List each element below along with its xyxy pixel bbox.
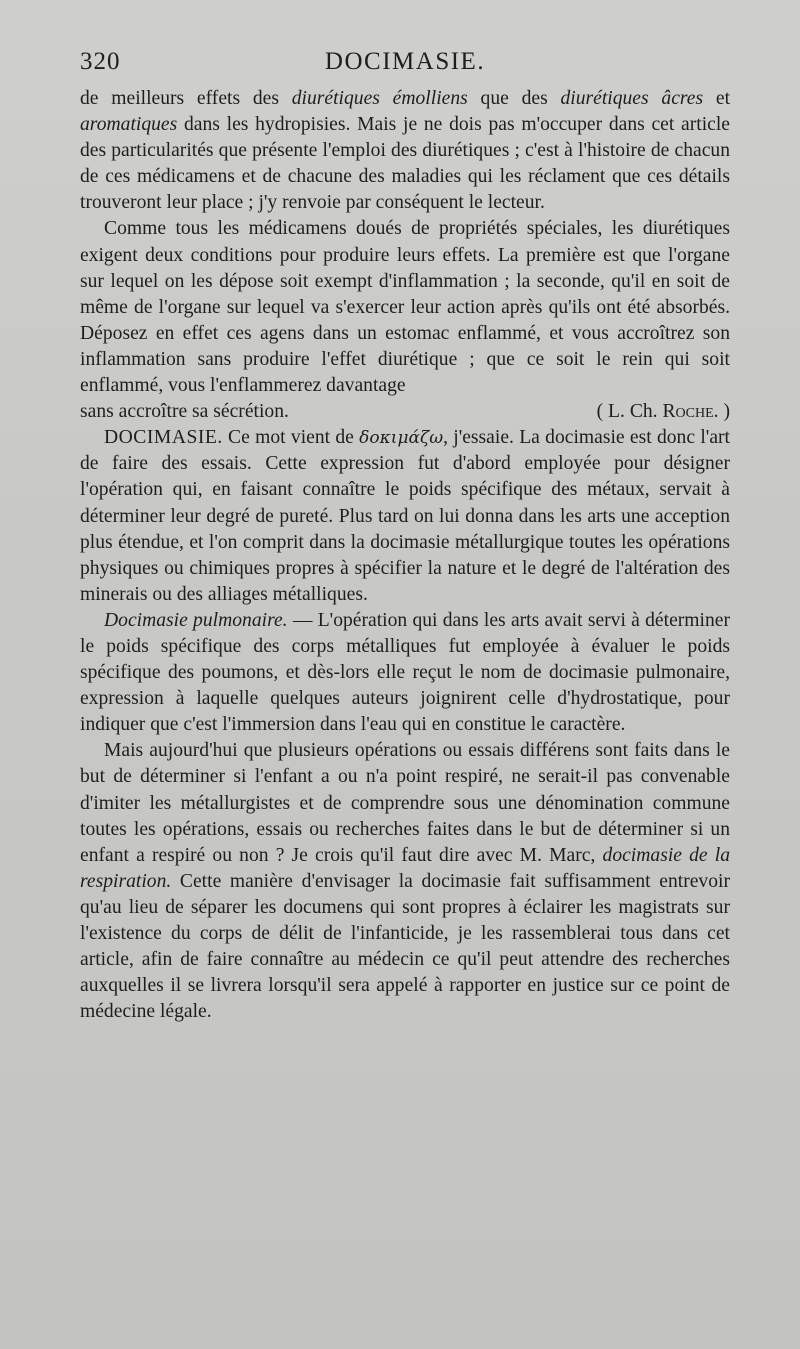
author-name: Roche — [662, 401, 714, 423]
text-run: dans les hydropisies. Mais je ne dois pas m'occuper dans cet article des particularités que présente l'emploi des diurétiques ; c'est à l'histoire de chacun de ces médicamens et de chacune des maladies qui les réclament que ces détails trouveront leur place ; j'y renvoie par conséquent le lecteur. — [80, 114, 730, 214]
text-run: de meilleurs effets des — [80, 88, 292, 109]
text-run: Ce mot vient de — [222, 427, 360, 449]
running-title: DOCIMASIE. — [324, 48, 486, 75]
author-signature: ( L. Ch. Roche. ) — [596, 401, 730, 423]
page-body — [80, 86, 730, 1025]
text-run: , j'essaie. La docimasie est donc l'art de faire des essais. Cette expression fut d'abord employée pour désigner l'opération qui, en faisant connaître le poids spécifique des métaux, servait à déterminer leur degré de pureté. Plus tard on lui donna dans les arts une acception plus étendue, et l'on comprit dans la docimasie métallurgique toutes les opérations physiques ou chimiques propres à spécifier la nature et le degré de l'altération des minerais ou des alliages métalliques. — [80, 427, 730, 605]
page-number: 320 — [80, 48, 121, 75]
text-run: diurétiques émolliens — [291, 88, 468, 109]
text-run: et — [703, 88, 731, 109]
paragraph-2-last-line: sans accroître sa sécrétion. — [80, 401, 289, 423]
paragraph-3 — [80, 425, 730, 608]
text-run: diurétiques âcres — [560, 88, 704, 109]
text-run: Docimasie pulmonaire. — [104, 609, 288, 631]
paragraph-4 — [80, 608, 730, 738]
paragraph-2 — [80, 216, 730, 399]
text-run: Mais aujourd'hui que plusieurs opérations ou essais différens sont faits dans le but de déterminer si l'enfant a ou n'a point respiré, ne serait-il pas convenable d'imiter les métallurgistes et de comprendre sous une dénomination commune toutes les opérations, essais ou recherches faites dans le but de déterminer si un enfant a respiré ou non ? Je crois qu'il faut dire avec M. Marc, — [80, 740, 730, 866]
text-run: aromatiques — [80, 114, 178, 136]
signature-line — [80, 399, 730, 425]
text-run: Comme tous les médicamens doués de propriétés spéciales, les diurétiques exigent deux conditions pour produire leurs effets. La première est que l'organe sur lequel on les dépose soit exempt d'inflammation ; la seconde, qu'il en soit de même de l'organe sur lequel va s'exercer leur action après qu'ils ont été absorbés. Déposez en effet ces agens dans un estomac enflammé, et vous accroîtrez son inflammation sans produire l'effet diurétique ; que ce soit le rein qui soit enflammé, vous l'enflammerez davantage — [80, 218, 730, 397]
paragraph-1 — [80, 86, 730, 216]
page-header — [80, 48, 730, 82]
text-run: Cette manière d'envisager la docimasie fait suffisamment entrevoir qu'au lieu de séparer les documens qui sont propres à éclairer les magistrats sur l'existence du corps de délit de l'infanticide, je les rassemblerai tous dans cet article, afin de faire connaître au médecin ce qu'il peut attendre des recherches auxquelles il se livrera lorsqu'il sera appelé à rapporter en justice sur ce point de médecine légale. — [80, 870, 730, 1023]
text-run: que des — [467, 88, 561, 109]
paragraph-5 — [80, 738, 730, 1025]
text-run: — L'opération qui dans les arts avait servi à déterminer le poids spécifique des corps métalliques fut employée à évaluer le poids spécifique des poumons, et dès-lors elle reçut le nom de docimasie pulmonaire, expression à laquelle quelques auteurs joignirent celle d'hydrostatique, pour indiquer que c'est l'immersion dans l'eau qui en constitue le caractère. — [80, 609, 730, 736]
text-run: δοκιμάζω — [359, 428, 444, 449]
text-run: docimasie de la respiration. — [80, 844, 730, 892]
text-run: DOCIMASIE. — [104, 427, 223, 449]
